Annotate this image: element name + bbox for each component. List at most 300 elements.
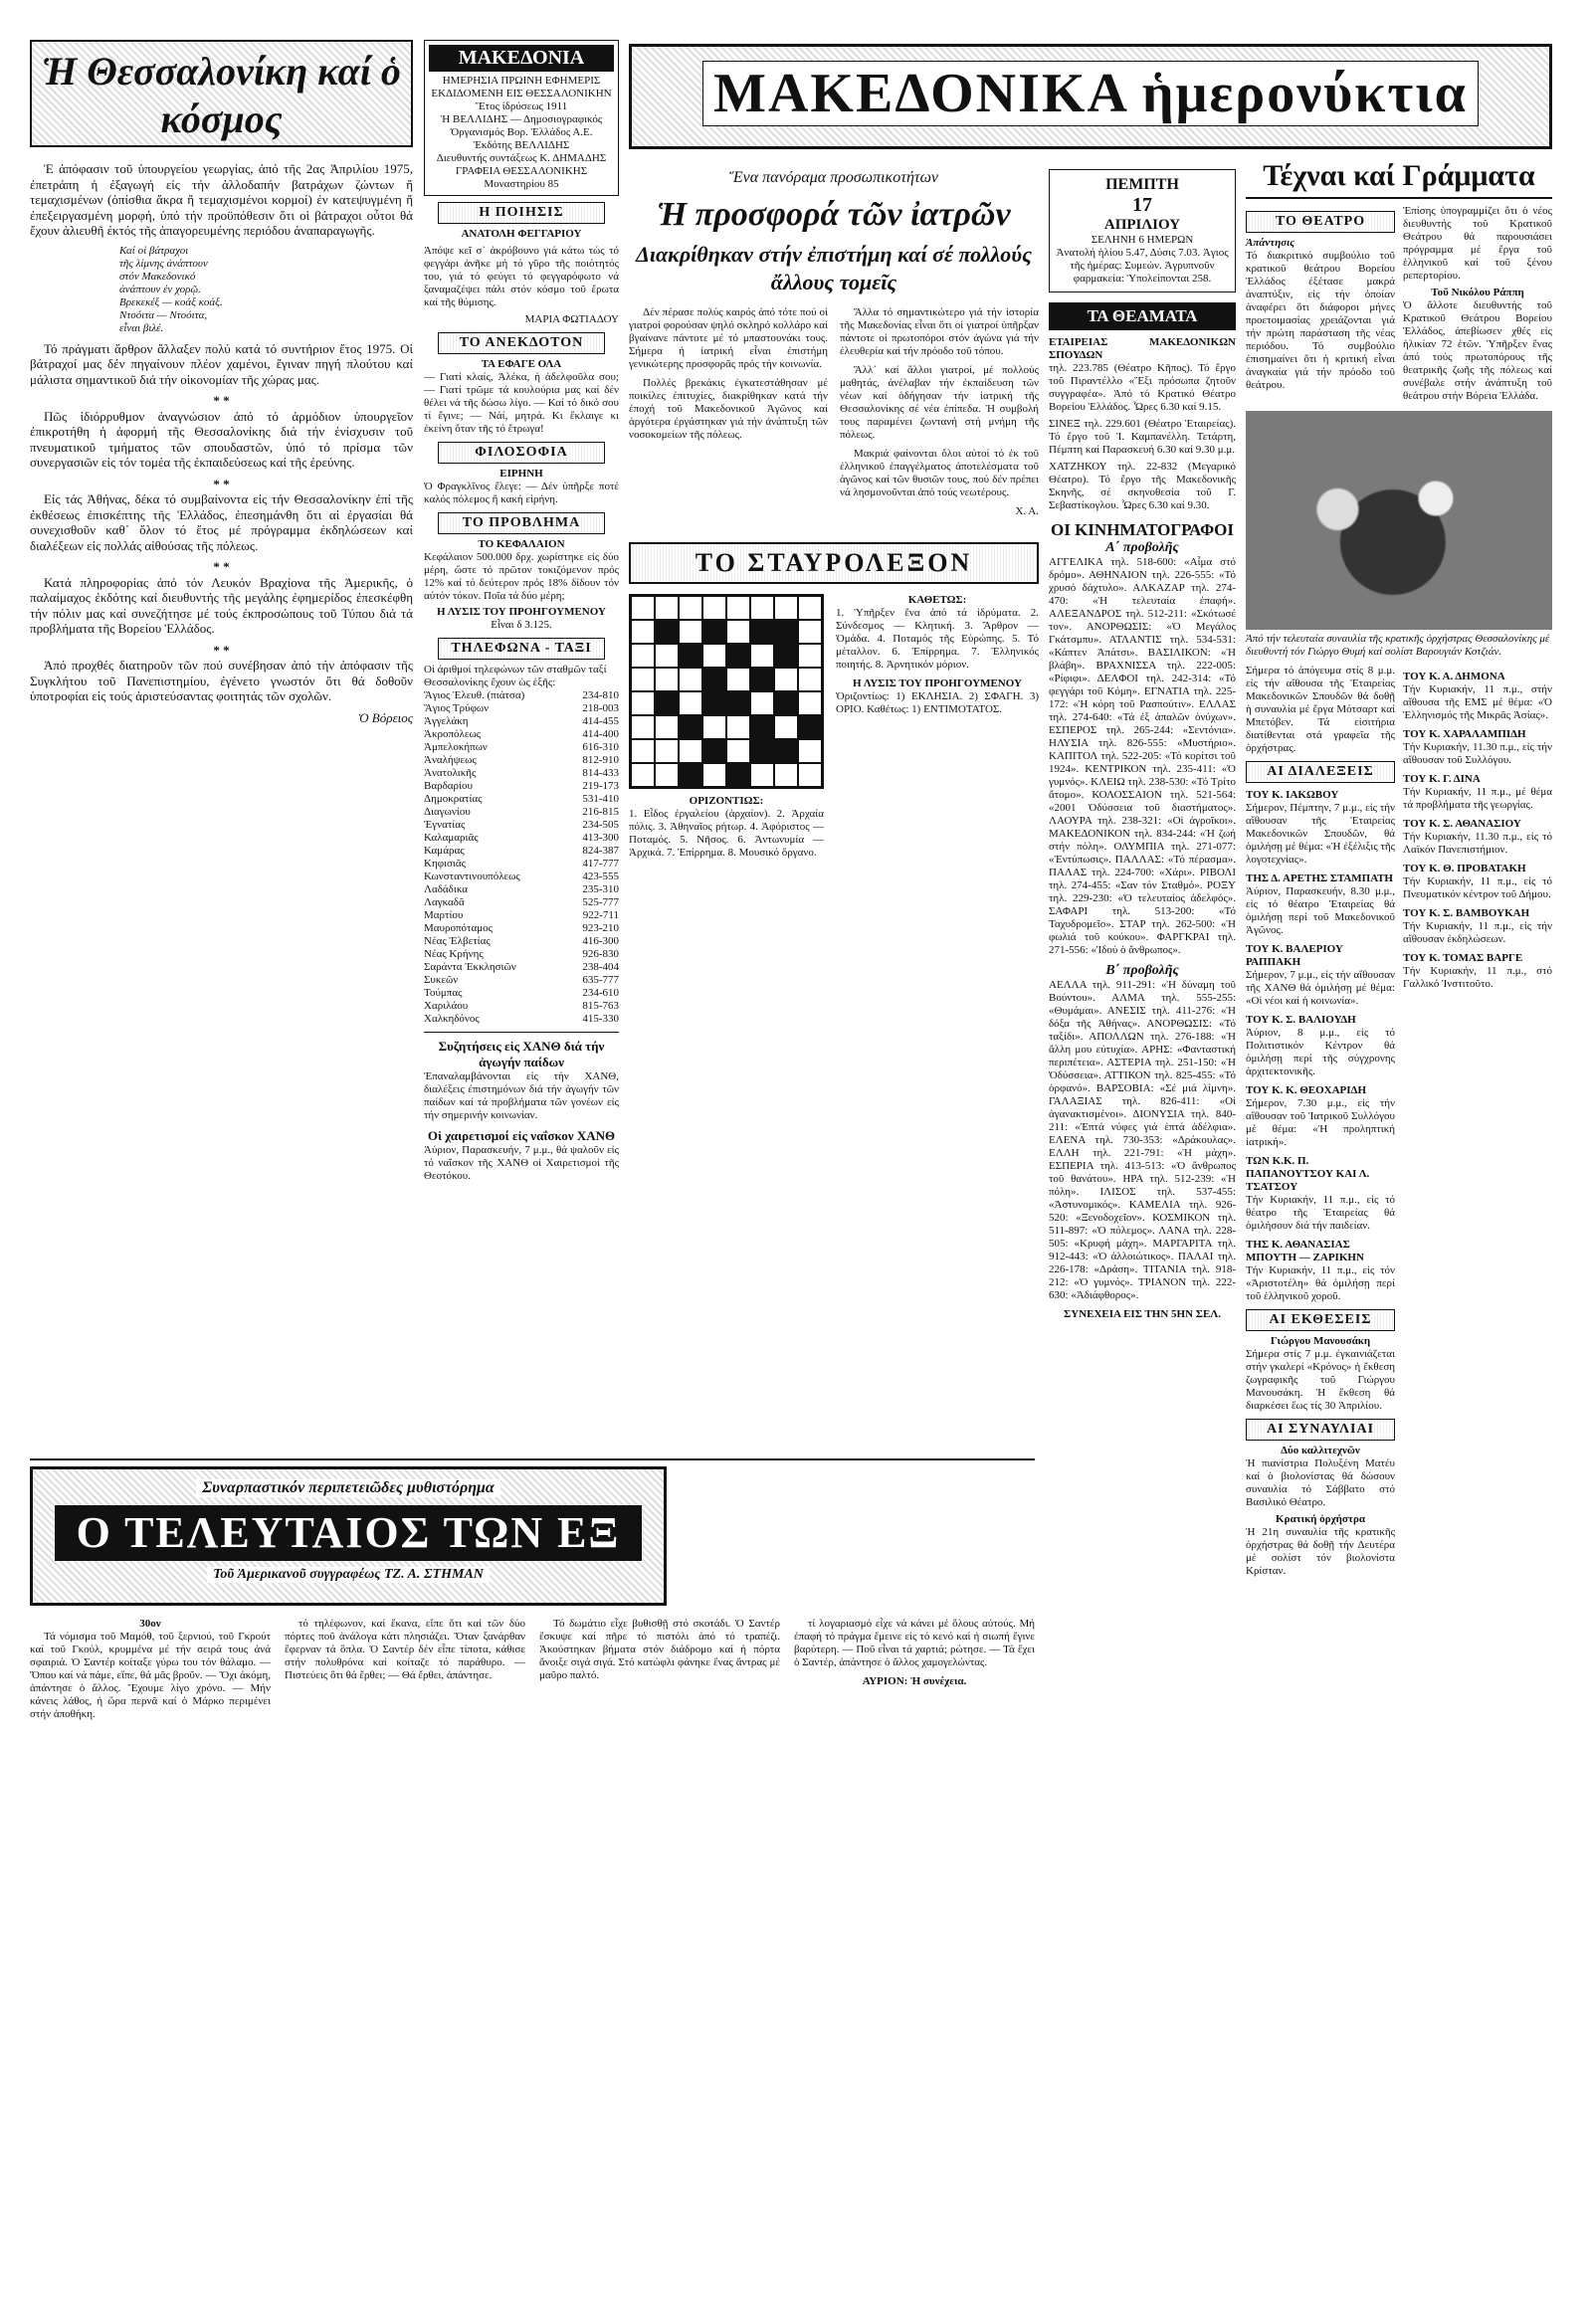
serial-byline: Τοῦ Ἀμερικανοῦ συγγραφέως ΤΖ. Α. ΣΤΗΜΑΝ xyxy=(207,1567,490,1583)
poem-line: εἶναι βιλέ. xyxy=(119,321,164,334)
sun-info: Ἀνατολή ἡλίου 5.47, Δύσις 7.03. Ἀγιος τῆς ἡμέρας: Συμεών. Ἀγρυπνοῦν φαρμακεία: Ὑπολείπονται 258. xyxy=(1056,247,1229,285)
station-name: Κηφισιᾶς xyxy=(424,858,467,870)
spectacles-label: ΤΑ ΘΕΑΜΑΤΑ xyxy=(1049,302,1236,330)
crossword-cell xyxy=(726,596,750,620)
paragraph: Τό πράγματι ἄρθρον ἄλλαξεν πολύ κατά τό συντήριον ἔτος 1975. Οἱ βάτραχοί μας δέν πηγαίνουν πλέον χαμένοι, ἔγιναν πηγή πλούτου καί μάλιστα σημαντικοῦ διά τήν οἰκονομίαν τῆς χώρας μας. xyxy=(30,340,413,387)
divider xyxy=(30,1458,1035,1460)
station-phone: 922-711 xyxy=(582,909,619,921)
station-name: Ἀγγελάκη xyxy=(424,715,469,727)
xano-title-2: Οἱ χαιρετισμοί εἰς ναΐσκον ΧΑΝΘ xyxy=(427,1128,616,1143)
lecture-title: ΤΟΥ Κ. ΤΟΜΑΣ ΒΑΡΓΕ xyxy=(1403,952,1523,964)
phone-row xyxy=(424,819,619,832)
station-name: Συκεῶν xyxy=(424,974,459,986)
obituary-title: Τοῦ Νικόλου Ράππη xyxy=(1431,287,1524,298)
station-name: Ἅγιος Τρύφων xyxy=(424,702,490,714)
crossword-cell xyxy=(631,691,655,715)
station-name: Χαριλάου xyxy=(424,1000,469,1012)
paragraph: τό τηλέφωνον, καί ἔκανα, εἴπε ὅτι καί τῶν δύο πόρτες ποῦ ἀνάλογα κάτι πλησιάζει. Ὅταν ξανάρθαν ἔφερναν τά ὅπλα. Ὁ Σαντέρ δέν εἶπε τίποτα, κάθισε στήν πολυθρόνα καί κοίταζε τό παράθυρο. — Πιστεύεις ὅτι θά ἔρθει; — Θά ἔρθει, ἀπάντησε. xyxy=(285,1618,525,1681)
separator-stars: * * xyxy=(213,559,230,574)
date-day: ΠΕΜΠΤΗ xyxy=(1105,176,1179,193)
theatre-listing: ΧΑΤΖΗΚΟΥ τηλ. 22-832 (Μεγαρικό Θέατρο). Τό ἔργο τῆς Μακεδονικῆς Σκηνῆς, σέ σκηνοθεσία τοῦ Γ. Σεβαστίκογλου. Ὧρες 6.30 καί 9.30. xyxy=(1049,461,1236,511)
crossword-grid xyxy=(629,594,824,789)
crossword-cell xyxy=(655,715,679,739)
paragraph: τί λογαριασμό εἶχε νά κάνει μέ ὅλους αὐτούς. Μή ἐπαφή τό πράγμα ἔμεινε εἰς τό κενό καί ἡ σιωπή ἔγινε βαρύτερη. — Ποῦ εἶναι τά χαρτιά; ρώτησε. — Τά ἔχει ὁ Σαντέρ, ἀπάντησε ὁ ἄλλος χαμογελώντας. xyxy=(794,1618,1035,1668)
station-name: Ἐγνατίας xyxy=(424,819,466,831)
station-phone: 423-555 xyxy=(582,871,619,882)
crossword-black-cell xyxy=(750,668,774,691)
station-name: Διαγωνίου xyxy=(424,806,471,818)
phone-row xyxy=(424,806,619,819)
station-phone: 414-400 xyxy=(582,728,619,740)
station-name: Χαλκηδόνος xyxy=(424,1013,480,1025)
crossword-cell xyxy=(798,668,822,691)
lecture-title: ΤΩΝ Κ.Κ. Π. ΠΑΠΑΝΟΥΤΣΟΥ ΚΑΙ Λ. ΤΣΑΤΣΟΥ xyxy=(1246,1155,1370,1193)
masthead-column xyxy=(424,40,619,1183)
crossword-cell xyxy=(679,691,702,715)
station-phone: 926-830 xyxy=(582,948,619,960)
station-phone: 812-910 xyxy=(582,754,619,766)
poem-line: τῆς λίμνης ἀνάπτουν xyxy=(119,257,208,270)
station-name: Νέας Κρήνης xyxy=(424,948,484,960)
first-run-list: ΑΓΓΕΛΙΚΑ τηλ. 518-600: «Αἷμα στό δρόμο». ΑΘΗΝΑΙΟΝ τηλ. 226-555: «Τό χρυσό δάχτυλο». ΑΛΚΑΖΑΡ τηλ. 274-470: «Ἡ τελευταία ἐπαφή». ΑΛΕΞΑΝΔΡΟΣ τηλ. 512-211: «Σκότωσέ τον». ΑΝΟΡΘΩΣΙΣ: «Ὁ Μεγάλος Γκάτσμπυ». ΑΤΛΑΝΤΙΣ τηλ. 534-531: «Κάπτεν Ἀπάτσι». ΒΑΣΙΛΙΚΟΝ: «Ἡ βλάβη». ΒΡΑΧΝΙΣΣΑ τηλ. 222-005: «Ρίφιφι». ΔΕΛΦΟΙ τηλ. 242-314: «Τό φεγγάρι τοῦ Κόμη». ΕΓΝΑΤΙΑ τηλ. 225-172: «Ἡ κόρη τοῦ Ρασπούτιν». ΕΛΛΑΣ τηλ. 274-640: «Τά ἐξ ἀπαλῶν ὀνύχων». ΕΣΠΕΡΟΣ τηλ. 265-244: «Σεντόνια». ΗΛΥΣΙΑ τηλ. 826-555: «Μυστήριο». ΚΑΠΙΤΟΛ τηλ. 522-205: «Τό κορίτσι τοῦ 1924». ΚΕΝΤΡΙΚΟΝ τηλ. 235-411: «Ὁ γυμνός». ΚΛΕΙΩ τηλ. 238-530: «Τό Τρίτο ἄτομο». ΚΟΛΟΣΣΑΙΟΝ τηλ. 521-564: «2001 Ὀδύσσεια τοῦ διαστήματος». ΛΑΟΥΡΑ τηλ. 238-321: «Οἱ ἀγροῖκοι». ΜΑΚΕΔΟΝΙΚΟΝ τηλ. 834-244: «Ἡ ζωή στήν πόλη». ΟΛΥΜΠΙΑ τηλ. 271-077: «Ἐντύπωσις». ΠΑΛΛΑΣ: «Τό πέρασμα». ΠΑΛΑΣ τηλ. 224-700: «Χάρι». ΡΙΒΟΛΙ τηλ. 274-455: «Σαν τόν Σταθμό». ΡΟΞΥ τηλ. 229-230: «Ὁ τελευταίος ἀδελφός». ΣΑΦΑΡΙ τηλ. 513-200: «Τό Ταχυδρομεῖο». ΣΤΑΡ τηλ. 262-500: «Ἡ φωλιά τοῦ κούκου». ΦΑΡΓΚΡΑΙ τηλ. 271-556: «Ἰδού ὁ ἄνθρωπος». xyxy=(1049,556,1236,956)
serial-banner xyxy=(30,1466,667,1606)
lectures-list xyxy=(1246,789,1395,1303)
crossword-cell xyxy=(726,715,750,739)
theatre-listing: ΣΙΝΕΞ τηλ. 229.601 (Θέατρο Ἑταιρείας). Τό ἔργο τοῦ Ἰ. Καμπανέλλη. Τετάρτη, Πέμπτη καί Παρασκευή 6.30 καί 9.30 μ.μ. xyxy=(1049,418,1236,456)
phone-row xyxy=(424,883,619,896)
exhibit-text: Σήμερα στίς 7 μ.μ. ἐγκαινιάζεται στήν γκαλερί «Κρόνος» ἡ ἔκθεση ζωγραφικῆς τοῦ Γιώργου Μανουσάκη. Ἡ ἔκθεση θά διαρκέσει ἕως τίς 30 Ἀπριλίου. xyxy=(1246,1348,1395,1412)
station-phone: 923-210 xyxy=(582,922,619,934)
crossword-black-cell xyxy=(774,739,798,763)
crossword-cell xyxy=(702,596,726,620)
anecdote-title: ΤΑ ΕΦΑΓΕ ΟΛΑ xyxy=(481,358,562,370)
station-phone: 218-003 xyxy=(582,702,619,714)
lecture-text: Τήν Κυριακήν, 11 π.μ., εἰς τήν αἴθουσαν ἐκδηλώσεων. xyxy=(1403,920,1552,945)
crossword-cell xyxy=(631,596,655,620)
newspaper-logo: ΜΑΚΕΔΟΝΙΑ xyxy=(429,45,614,72)
crossword-cell xyxy=(774,715,798,739)
arts-banner: Τέχναι καί Γράμματα xyxy=(1246,159,1552,199)
phone-row xyxy=(424,754,619,767)
crossword-cell xyxy=(774,668,798,691)
paragraph: Ἀπό προχθές διατηροῦν τῶν πού συνέβησαν ἀπό τήν ἀπόφασιν τῆς Συγκλήτου τοῦ Πανεπιστημίου, ἐγένετο γνωστόν ὅτι θά δοθοῦν ὑποτροφίαι εἰς τούς ἀριστεύσαντας φοιτητάς τῶν σχολῶν. xyxy=(30,658,413,703)
phone-row xyxy=(424,780,619,793)
serial-episode: 30ον xyxy=(139,1618,161,1630)
crossword-prev-label: Η ΛΥΣΙΣ ΤΟΥ ΠΡΟΗΓΟΥΜΕΝΟΥ xyxy=(853,678,1022,689)
paragraph: Μακριά φαίνονται ὅλοι αὐτοί τό ἐκ τοῦ ἐλληνικοῦ ἐπαγγέλματος ἀποτελέσματα τοῦ ἀγῶνος καί τῶν θυσιῶν τους, πού δέν πρέπει νά λησμονοῦνται ἀπό τούς νεωτέρους. xyxy=(840,448,1039,498)
station-name: Σαράντα Ἐκκλησιῶν xyxy=(424,961,516,973)
crossword-black-cell xyxy=(774,691,798,715)
article-pretitle: Ἕνα πανόραμα προσωπικοτήτων xyxy=(728,169,938,186)
main-banner xyxy=(629,44,1552,149)
first-run-label: Α΄ προβολῆς xyxy=(1105,540,1179,555)
crossword-black-cell xyxy=(750,715,774,739)
crossword-black-cell xyxy=(702,620,726,644)
signature: Ὁ Βόρειος xyxy=(357,709,413,725)
crossword-cell xyxy=(679,739,702,763)
crossword-black-cell xyxy=(798,715,822,739)
lecture-title: ΤΟΥ Κ. Κ. ΘΕΟΧΑΡΙΔΗ xyxy=(1246,1084,1367,1096)
paragraph: Ἄλλ᾽ καί ἄλλοι γιατροί, μέ πολλούς μαθητάς, ἀνέλαβαν τήν ἐκπαίδευση τῶν νέων καί ὁδήγησαν τήν ἰατρική τῆς Θεσσαλονίκης σέ νέα ἐπίπεδα. Ἡ συμβολή τους παραμένει ζωντανή στή μνήμη τῆς πόλεως. xyxy=(840,364,1039,441)
crossword-black-cell xyxy=(726,691,750,715)
crossword-down-clues: 1. Ὑπῆρξεν ἕνα ἀπό τά ἰδρύματα. 2. Σύνδεσμος — Κλητική. 3. Ἄρθρον — Ὁμάδα. 4. Ποταμός τῆς Εὐρώπης. 5. Τό μέταλλον. 6. Ἐπίρρημα. 7. Ἐλληνικός ποιητής. 8. Ἀρνητικόν μόριον. xyxy=(836,607,1039,671)
crossword-across-label: ΟΡΙΖΟΝΤΙΩΣ: xyxy=(689,795,764,807)
phones-intro: Οἱ ἀριθμοί τηλεφώνων τῶν σταθμῶν ταξί Θεσσαλονίκης ἔχουν ὡς ἑξῆς: xyxy=(424,664,607,688)
paragraph: Τό δωμάτιο εἶχε βυθισθῇ στό σκοτάδι. Ὁ Σαντέρ ἔσκυψε καί πῆρε τό πιστόλι ἀπό τό τραπέζι. Ἀκούστηκαν βήματα στόν διάδρομο καί ἡ πόρτα ἄνοιξε σιγά σιγά. Στό κατώφλι φάνηκε ἕνας ἄντρας μέ μαῦρο παλτό. xyxy=(539,1618,780,1681)
second-run-label: Β΄ προβολῆς xyxy=(1105,963,1179,978)
concert-text: Σήμερα τό ἀπόγευμα στίς 8 μ.μ. εἰς τήν αἴθουσα τῆς Ἑταιρείας Μακεδονικῶν Σπουδῶν θά δοθῇ ἡ συναυλία μέ ἔργα Μότσαρτ καί Μπετόβεν. Τά εἰσιτήρια διατίθενται στά γραφεῖα τῆς ὀρχήστρας. xyxy=(1246,665,1395,754)
station-name: Δημοκρατίας xyxy=(424,793,483,805)
date-number: 17 xyxy=(1132,194,1152,216)
problem-text: Κεφάλαιον 500.000 δρχ. χωρίστηκε εἰς δύο μέρη, ὥστε τό πρῶτον τοκιζόμενον πρός 12% καί τό δεύτερον πρός 18% δίδουν τόν αὐτόν τόκον. Ποῖα τά δύο μέρη; xyxy=(424,551,619,602)
crossword-cell xyxy=(726,620,750,644)
crossword-cell xyxy=(750,644,774,668)
serial-col xyxy=(794,1618,1035,1727)
crossword-cell xyxy=(655,596,679,620)
crossword-down-label: ΚΑΘΕΤΩΣ: xyxy=(907,594,967,606)
paragraph: Πολλές βρεκάκις ἐγκατεστάθησαν μέ ποικίλες ἐπιτυχίες, διακρίθηκαν κατά τήν ἐποχή τοῦ Μακεδονικοῦ Ἀγῶνος καί ἀργότερα ἐργάστηκαν γιά τήν ἀνάπτυξη τῶν νοσοκομείων τῆς πόλεως. xyxy=(629,377,828,441)
crossword-cell xyxy=(798,644,822,668)
crossword-black-cell xyxy=(702,668,726,691)
station-phone: 616-310 xyxy=(582,741,619,753)
phone-row xyxy=(424,702,619,715)
main-banner-title: ΜΑΚΕΔΟΝΙΚΑ ἡμερονύκτια xyxy=(702,61,1479,126)
crossword-cell xyxy=(631,763,655,787)
lecture-title: ΤΟΥ Κ. Α. ΔΗΜΟΝΑ xyxy=(1403,671,1505,682)
crossword-black-cell xyxy=(774,644,798,668)
lecture-title: ΤΗΣ Κ. ΑΘΑΝΑΣΙΑΣ ΜΠΟΥΤΗ — ΖΑΡΙΚΗΝ xyxy=(1246,1239,1364,1263)
crossword-black-cell xyxy=(679,763,702,787)
paragraph: Εἰς τάς Ἀθήνας, δέκα τό συμβαίνοντα εἰς τήν Θεσσαλονίκην ἐπί τῆς ἐκθέσεως ἐπισκέπτης τῆς Ἑλλάδος, ἐπεσημάνθη ὅτι αἱ ἐργασίαι θά συνεχισθοῦν καθ᾽ ὅλον τό ἔτος μέ πρόγραμμα ἐκδηλώσεων καί διαλέξεων εἰς πολλάς αἰθούσας τῆς πόλεως. xyxy=(30,491,413,553)
crossword-black-cell xyxy=(702,739,726,763)
phone-row xyxy=(424,793,619,806)
crossword-cell xyxy=(798,763,822,787)
taxi-phone-table xyxy=(424,689,619,1026)
poem-line: Καί οἱ βάτραχοι xyxy=(119,244,189,257)
paragraph: Ἄλλα τό σημαντικώτερο γιά τήν ἱστορία τῆς Μακεδονίας εἶναι ὅτι οἱ γιατροί ὑπῆρξαν πάντοτε οἱ πρωτοπόροι στόν ἀγώνα γιά τήν ἐλευθερία καί τήν πρόοδο τοῦ τόπου. xyxy=(840,306,1039,357)
poem-line: Βρεκεκέξ — κοάξ κοάξ. xyxy=(119,295,223,308)
anecdote-text: — Γιατί κλαίς, Ἀλέκα, ἡ ἀδελφοῦλα σου; — Γιατί τρῶμε τά κουλούρια μας καί δέν θέλει νά τῆς δώσω λίγο. — Καί τό δικό σου τί ἔγινε; — Νάί, μητρά. Κι ἔκλαιγε κι ἐκείνη ὅταν τῆς τό ἔτρωγα! xyxy=(424,371,619,435)
philosophy-title: ΕΙΡΗΝΗ xyxy=(499,468,543,480)
crossword-cell xyxy=(679,620,702,644)
poetry-signature: ΜΑΡΙΑ ΦΩΤΙΑΔΟΥ xyxy=(524,313,619,325)
phone-row xyxy=(424,689,619,702)
station-name: Ἀκροπόλεως xyxy=(424,728,482,740)
paragraph: Κατά πληροφορίας ἀπό τόν Λευκόν Βραχίονα τῆς Ἀμερικῆς, ὁ παλαίμαχος ἐκδότης καί διευθυντής τῆς μεγάλης ἐφημερίδος ἐπεσκέφθη τήν πόλιν μας καί συνεζήτησε μέ τούς ἐκπροσώπους τοῦ Τύπου διά τά προβλήματα τῆς Βορείου Ἑλλάδος. xyxy=(30,574,413,636)
station-phone: 415-330 xyxy=(582,1013,619,1025)
concert-title: Δύο καλλιτεχνῶν xyxy=(1281,1445,1360,1456)
crossword-cell xyxy=(750,691,774,715)
crossword-cell xyxy=(726,668,750,691)
lectures-list xyxy=(1403,665,1552,1578)
paragraph: Δέν πέρασε πολύς καιρός ἀπό τότε πού οἱ γιατροί φορούσαν ψηλό σκληρό κολλάρο καί βγαίνανε πάντοτε μέ τό μπαστουνάκι τους. Σήμερα ἡ ἰατρική εἶναι ἐπιστήμη γενικώτερης προσφορᾶς πρός τήν κοινωνία. xyxy=(629,306,828,370)
crossword-black-cell xyxy=(774,620,798,644)
lecture-text: Τήν Κυριακήν, 11.30 π.μ., εἰς τό Λαϊκόν Πανεπιστήμιον. xyxy=(1403,831,1552,856)
phone-row xyxy=(424,845,619,858)
article-subhead: Διακρίθηκαν στήν ἐπιστήμη καί σέ πολλούς ἄλλους τομεῖς xyxy=(636,242,1032,294)
station-phone: 525-777 xyxy=(582,896,619,908)
phone-row xyxy=(424,832,619,845)
arts-column xyxy=(1246,159,1552,1578)
phone-row xyxy=(424,987,619,1000)
phone-row xyxy=(424,961,619,974)
crossword-cell xyxy=(702,763,726,787)
theatre-text-2: Ἐπίσης ὑπογραμμίζει ὅτι ὁ νέος διευθυντής τοῦ Κρατικοῦ Θεάτρου θά παρουσιάσει πρόγραμμα μέ ἔργα τοῦ ἑλληνικοῦ καί τοῦ ξένου ρεπερτορίου. xyxy=(1403,205,1552,282)
section-title: Ἡ Θεσσαλονίκη καί ὁ κόσμος xyxy=(42,49,401,141)
station-phone: 414-455 xyxy=(582,715,619,727)
crossword-cell xyxy=(774,763,798,787)
crossword-black-cell xyxy=(726,763,750,787)
lecture-text: Τήν Κυριακήν, 11 π.μ., μέ θέμα τά προβλήματα τῆς γεωργίας. xyxy=(1403,786,1552,811)
station-phone: 234-505 xyxy=(582,819,619,831)
serial-next: ΑΥΡΙΟΝ: Ἡ συνέχεια. xyxy=(862,1675,967,1687)
phone-row xyxy=(424,728,619,741)
lecture-title: ΤΟΥ Κ. Σ. ΒΑΜΒΟΥΚΑΗ xyxy=(1403,907,1530,919)
lecture-title: ΤΗΣ Δ. ΑΡΕΤΗΣ ΣΤΑΜΠΑΤΗ xyxy=(1246,872,1393,884)
station-name: Καμάρας xyxy=(424,845,465,857)
station-name: Λαγκαδᾶ xyxy=(424,896,465,908)
crossword-cell xyxy=(655,644,679,668)
lecture-title: ΤΟΥ Κ. Θ. ΠΡΟΒΑΤΑΚΗ xyxy=(1403,863,1526,874)
article-col xyxy=(629,306,828,518)
crossword-across-clues: 1. Εἶδος ἐργαλείου (ἀρχαίον). 2. Ἀρχαία πόλις. 3. Ἀθηναῖος ρήτωρ. 4. Ἀφόριστος — Ποταμός. 5. Νῆσος. 6. Ἀντωνυμία — Ἀρχικά. 7. Ἐπίρρημα. 8. Μουσικό ὄργανο. xyxy=(629,808,824,859)
masthead-publisher: Ἐκδότης ΒΕΛΛΙΔΗΣ xyxy=(473,139,570,151)
masthead xyxy=(424,40,619,196)
crossword-cell xyxy=(750,763,774,787)
lectures-label: ΑΙ ΔΙΑΛΕΞΕΙΣ xyxy=(1246,761,1395,783)
concert-photo xyxy=(1246,411,1552,630)
lecture-title: ΤΟΥ Κ. ΧΑΡΑΛΑΜΠΙΔΗ xyxy=(1403,728,1526,740)
station-name: Τούμπας xyxy=(424,987,463,999)
theatre-label: ΤΟ ΘΕΑΤΡΟ xyxy=(1246,211,1395,233)
serial-block xyxy=(30,1452,1035,1727)
station-name: Ἀμπελοκήπων xyxy=(424,741,488,753)
problem-title: ΤΟ ΚΕΦΑΛΑΙΟΝ xyxy=(478,538,565,550)
separator-stars: * * xyxy=(213,476,230,491)
lecture-text: Σήμερον, 7 μ.μ., εἰς τήν αἴθουσαν τῆς ΧΑΝΘ θά ὁμιλήσῃ μέ θέμα: «Οἱ νέοι καί ἡ κοινωνία». xyxy=(1246,969,1395,1007)
phone-row xyxy=(424,935,619,948)
masthead-founded: Ἔτος ἱδρύσεως 1911 xyxy=(475,100,568,112)
crossword-cell xyxy=(655,668,679,691)
station-phone: 234-610 xyxy=(582,987,619,999)
station-name: Μαυροπόταμος xyxy=(424,922,493,934)
photo-caption: Ἀπό τήν τελευταία συναυλία τῆς κρατικῆς ὀρχήστρας Θεσσαλονίκης μέ διευθυντή τόν Γιώργο Θυμή καί σολίστ Βαρουγιάν Κοτζιάν. xyxy=(1246,633,1550,658)
obituary-text: Ὁ ἄλλοτε διευθυντής τοῦ Κρατικοῦ Θεάτρου Βορείου Ἑλλάδος, ἀπεβίωσεν χθές εἰς ἡλικίαν 72 ἐτῶν. Ὑπῆρξεν ἕνας ἀπό τούς πρωτοπόρους τῆς θεατρικῆς ζωῆς τῆς πόλεως καί συνέβαλε στήν ἀνάπτυξη τοῦ θεάτρου στήν Βόρεια Ἑλλάδα. xyxy=(1403,299,1552,402)
station-name: Μαρτίου xyxy=(424,909,464,921)
xano-title: Συζητήσεις εἰς ΧΑΝΘ διά τήν ἀγωγήν παίδων xyxy=(438,1039,605,1069)
phone-row xyxy=(424,1013,619,1026)
station-name: Ἀναλήψεως xyxy=(424,754,477,766)
poetry-title: ΑΝΑΤΟΛΗ ΦΕΓΓΑΡΙΟΥ xyxy=(461,228,582,240)
lecture-text: Τήν Κυριακήν, 11 π.μ., στό Γαλλικό Ἰνστιτοῦτο. xyxy=(1403,965,1552,990)
xano-text: Ἐπαναλαμβάνονται εἰς τήν ΧΑΝΘ, διαλέξεις ἐπιστημόνων διά τήν ἀγωγήν τῶν παίδων καί τά προβλήματα τῶν γονέων εἰς τήν σημερινήν κοινωνίαν. xyxy=(424,1070,619,1121)
crossword-cell xyxy=(631,620,655,644)
serial-kicker: Συναρπαστικόν περιπετειῶδες μυθιστόρημα xyxy=(196,1479,500,1497)
problem-prev-answer: Εἶναι δ 3.125. xyxy=(491,619,552,631)
divider xyxy=(424,1032,619,1033)
crossword-cell xyxy=(679,668,702,691)
phone-row xyxy=(424,715,619,728)
poem-line: στόν Μακεδονικό xyxy=(119,270,196,283)
station-phone: 635-777 xyxy=(582,974,619,986)
phone-row xyxy=(424,974,619,987)
lecture-text: Τήν Κυριακήν, 11.30 π.μ., εἰς τήν αἴθουσαν τοῦ Συλλόγου. xyxy=(1403,741,1552,766)
section-header xyxy=(30,40,413,147)
crossword-black-cell xyxy=(726,644,750,668)
problem-prev-label: Η ΛΥΣΙΣ ΤΟΥ ΠΡΟΗΓΟΥΜΕΝΟΥ xyxy=(437,606,606,618)
lecture-text: Ἀύριον, Παρασκευήν, 8.30 μ.μ., εἰς τό θέατρο Ἑταιρείας θά ὁμιλήσῃ περί τοῦ Μακεδονικοῦ Ἀγῶνος. xyxy=(1246,885,1395,936)
problem-label: ΤΟ ΠΡΟΒΛΗΜΑ xyxy=(438,512,606,534)
poetry-text: Ἀπόψε κεῖ σ᾽ ἀκρόβουνο γιά κάτω τώς τό φεγγάρι ἀνῆκε μή τό γῦρο τῆς ποιότητός του, γιά τό φεύγει τό φεγγαρόφωτο νά ξαναμαζέψει πάλι στόν κόσμο τοῦ ἔρωτα καί τῆς θύμισης. xyxy=(424,245,619,308)
article-headline: Ἡ προσφορά τῶν ἰατρῶν xyxy=(657,196,1011,233)
crossword-black-cell xyxy=(655,691,679,715)
poetry-label: Η ΠΟΙΗΣΙΣ xyxy=(438,202,606,224)
lecture-title: ΤΟΥ Κ. Γ. ΔΙΝΑ xyxy=(1403,773,1481,785)
lecture-text: Σήμερον, Πέμπτην, 7 μ.μ., εἰς τήν αἴθουσαν τῆς Ἑταιρείας Μακεδονικῶν Σπουδῶν, θά ὁμιλήσῃ μέ θέμα: «Ἡ ἐξέλιξις τῆς λογοτεχνίας». xyxy=(1246,802,1395,866)
crossword-black-cell xyxy=(679,715,702,739)
station-phone: 238-404 xyxy=(582,961,619,973)
lecture-title: ΤΟΥ Κ. ΒΑΛΕΡΙΟΥ ΡΑΠΠΑΚΗ xyxy=(1246,943,1343,968)
poem-line: Ντοόιτα — Ντοόιτα, xyxy=(119,308,208,321)
station-phone: 219-173 xyxy=(582,780,619,792)
crossword xyxy=(629,542,1039,860)
crossword-cell xyxy=(798,691,822,715)
crossword-prev-answer: Ὁριζοντίως: 1) ΕΚΛΗΣΙΑ. 2) ΣΦΑΓΗ. 3) ΟΡΙΟ. Καθέτως: 1) ΕΝΤΙΜΟΤΑΤΟΣ. xyxy=(836,690,1039,715)
lecture-text: Τήν Κυριακήν, 11 π.μ., εἰς τό Πνευματικόν κέντρον τοῦ Δήμου. xyxy=(1403,875,1552,900)
crossword-cell xyxy=(774,596,798,620)
philosophy-text: Ὁ Φραγκλῖνος ἔλεγε: — Δέν ὑπῆρξε ποτέ καλός πόλεμος ἤ κακή εἰρήνη. xyxy=(424,481,619,505)
theatre-text: Τό διακριτικό συμβούλιο τοῦ κρατικοῦ θεάτρου Βορείου Ἑλλάδος ἐξέτασε μακρά ἀναπτύξιν, εἰς τήν ὁποίαν ἀναφέρει ὅτι διάφοροι μήνες προετοιμασίας χρειάζονται γιά τήν πρώτη παράσταση τῆς νέας περιόδου. Τό συμβούλιο ἐπισημαίνει ὅτι ἡ κριτική εἶναι ἀναγκαία γιά τήν πρόοδο τοῦ θεάτρου. xyxy=(1246,250,1395,391)
theatre-text: τηλ. 223.785 (Θέατρο Κῆπος). Τό ἔργο τοῦ Πιραντέλλο «Ἕξι πρόσωπα ζητοῦν συγγραφέα». Ἀπό τό Κρατικό Θέατρο Βορείου Ἑλλάδος. Ὧρες 6.30 καί 9.15. xyxy=(1049,362,1236,413)
second-run-list: ΑΕΛΛΑ τηλ. 911-291: «Ἡ δύναμη τοῦ Βούντου». ΑΛΜΑ τηλ. 555-255: «Θυμάμαι». ΑΝΕΣΙΣ τηλ. 411-276: «Ἡ δόξα τῆς Ἀθήνας». ΑΝΟΡΘΩΣΙΣ: «Τό ταξίδι». ΑΠΟΛΛΩΝ τηλ. 276-188: «Ἡ ἄλλη μου εὐτυχία». ΑΡΗΣ: «Φανταστική περιπέτεια». ΑΣΤΕΡΙΑ τηλ. 251-150: «Ἡ Ὀδύσσεια». ΑΤΤΙΚΟΝ τηλ. 825-455: «Τό ὀρφανό». ΒΑΡΣΟΒΙΑ: «Σέ μιά λίμνη». ΓΑΛΑΞΙΑΣ τηλ. 826-411: «Οἱ ἀγανακτισμένοι». ΔΙΟΝΥΣΙΑ τηλ. 840-211: «Ἐπτά νύφες γιά ἑπτά ἀδέλφια». ΕΛΕΝΑ τηλ. 730-353: «Δράκουλας». ΕΛΛΗ τηλ. 221-791: «Ἡ μάχη». ΕΣΠΕΡΙΑ τηλ. 413-513: «Ὁ ἄνθρωπος τοῦ θανάτου». ΗΡΑ τηλ. 512-239: «Ἡ πόλη». ΙΛΙΣΟΣ τηλ. 537-455: «Ἀστυνομικός». ΚΑΜΕΛΙΑ τηλ. 926-520: «Ξενοδοχεῖον». ΚΟΣΜΙΚΟΝ τηλ. 511-897: «Ὁ πόλεμος». ΛΑΝΑ τηλ. 228-505: «Κρυφή μάχη». ΜΑΡΓΑΡΙΤΑ τηλ. 912-443: «Ὁ ἀλλοιώτικος». ΠΑΛΑΙ τηλ. 226-178: «Δράση». ΤΙΤΑΝΙΑ τηλ. 918-212: «Ὁ γυμνός». ΤΡΙΑΝΟΝ τηλ. 222-630: «Ἀδιάφθορος». xyxy=(1049,979,1236,1301)
signature: Χ. Α. xyxy=(1015,505,1039,517)
phone-row xyxy=(424,767,619,780)
crossword-cell xyxy=(655,763,679,787)
continued-note: ΣΥΝΕΧΕΙΑ ΕΙΣ ΤΗΝ 5ΗΝ ΣΕΛ. xyxy=(1064,1308,1221,1320)
paragraph: Ἐ ἀπόφασιν τοῦ ὑπουργείου γεωργίας, ἀπό τῆς 2ας Ἀπριλίου 1975, ἐπετράπη ἡ ἐξαγωγή εἰς τήν ἀλλοδαπήν βατράχων ζώντων ἤ τεμαχισμένων (ὀπίσθια ἄκρα ἤ τεμαχισμένοι κορμοί) ἐν κατεψυγμένη ἤ ἐπεξειργασμένη μορφή, ὑπό τήν προϋπόθεσιν ὅτι οἱ βάτραχοι οὗτοι θά ἔχουν ἀλιευθῆ ἐκτός τῆς ἀπαγορευμένης περιόδου ἀναπαραγωγῆς. xyxy=(30,161,413,238)
phone-row xyxy=(424,922,619,935)
cinemas-title: ΟΙ ΚΙΝΗΜΑΤΟΓΡΑΦΟΙ xyxy=(1050,520,1235,539)
station-name: Καλαμαριᾶς xyxy=(424,832,479,844)
lecture-text: Ἀύριον, 8 μ.μ., εἰς τό Πολιτιστικόν Κέντρον θά ὁμιλήσῃ περί τῆς σύγχρονης ἀρχιτεκτονικῆς. xyxy=(1246,1027,1395,1077)
spectacles-column xyxy=(1049,169,1236,1321)
concert-text: Ἡ 21η συναυλία τῆς κρατικῆς ὀρχήστρας θά δοθῇ τήν Δευτέρα μέ σολίστ τόν βιολονίστα Κρίσταν. xyxy=(1246,1526,1395,1577)
exhibits-label: ΑΙ ΕΚΘΕΣΕΙΣ xyxy=(1246,1309,1395,1331)
crossword-cell xyxy=(702,715,726,739)
station-phone: 235-310 xyxy=(582,883,619,895)
crossword-cell xyxy=(702,644,726,668)
station-phone: 234-810 xyxy=(582,689,619,701)
station-name: Ἀνατολικῆς xyxy=(424,767,477,779)
station-name: Κωνσταντινουπόλεως xyxy=(424,871,520,882)
anecdote-label: ΤΟ ΑΝΕΚΔΟΤΟΝ xyxy=(438,332,606,354)
lecture-title: ΤΟΥ Κ. Σ. ΒΑΛΙΟΥΔΗ xyxy=(1246,1014,1356,1026)
station-phone: 216-815 xyxy=(582,806,619,818)
serial-col xyxy=(539,1618,780,1727)
lecture-title: ΤΟΥ Κ. Σ. ΑΘΑΝΑΣΙΟΥ xyxy=(1403,818,1521,830)
left-column xyxy=(30,40,413,725)
phones-label: ΤΗΛΕΦΩΝΑ - ΤΑΞΙ xyxy=(438,638,606,660)
serial-col xyxy=(30,1618,271,1727)
newspaper-page xyxy=(30,40,1552,2308)
station-phone: 815-763 xyxy=(582,1000,619,1012)
masthead-tagline: ΗΜΕΡΗΣΙΑ ΠΡΩΙΝΗ ΕΦΗΜΕΡΙΣ ΕΚΔΙΔΟΜΕΝΗ ΕΙΣ ΘΕΣΣΑΛΟΝΙΚΗΝ xyxy=(431,75,612,99)
phone-row xyxy=(424,858,619,871)
station-name: Βαρδαρίου xyxy=(424,780,473,792)
concert-text: Ἡ πιανίστρια Πολυξένη Ματέυ καί ὁ βιολονίστας θά δώσουν συναυλία τό Σάββατο στό Βασιλικό Θέατρο. xyxy=(1246,1457,1395,1508)
masthead-owner: Ἡ ΒΕΛΛΙΔΗΣ — Δημοσιογραφικός Ὀργανισμός Βορ. Ἑλλάδος Α.Ε. xyxy=(440,113,603,138)
separator-stars: * * xyxy=(213,642,230,658)
serial-title: Ο ΤΕΛΕΥΤΑΙΟΣ ΤΩΝ ΕΞ xyxy=(55,1505,642,1561)
crossword-cell xyxy=(631,739,655,763)
station-name: Λαδάδικα xyxy=(424,883,469,895)
crossword-cell xyxy=(631,644,655,668)
crossword-cell xyxy=(798,620,822,644)
station-phone: 531-410 xyxy=(582,793,619,805)
exhibit-title: Γιώργου Μανουσάκη xyxy=(1270,1335,1371,1347)
station-phone: 413-300 xyxy=(582,832,619,844)
station-name: Νέας Ἐλβετίας xyxy=(424,935,491,947)
crossword-black-cell xyxy=(750,739,774,763)
lecture-text: Τήν Κυριακήν, 11 π.μ., στήν αἴθουσα τῆς ΕΜΣ μέ θέμα: «Ὁ Ἑλληνισμός τῆς Μικρᾶς Ἀσίας». xyxy=(1403,683,1552,721)
doctors-article xyxy=(629,169,1039,860)
crossword-black-cell xyxy=(655,620,679,644)
paragraph: Τά νόμισμα τοῦ Μαμόθ, τοῦ ξερνιού, τοῦ Γκρούτ καί τοῦ Γκούλ, κρυμμένα μέ τήν σειρά τους ἀνά σφαιριά. Ὁ Σαντέρ κοίταξε γύρω του τόν θάλαμο. — Ὅπου καί νά πάμε, εἴπε, θά μᾶς βροῦν. — Ὄχι ἀκόμη, ἀπάντησε ὁ ἄλλος. Ἔχουμε λίγο χρόνο. — Μήν κάνεις λάθος, ἡ ὥρα περνᾶ καί ὁ Μάρκο περιμένει στήν ἀποθήκη. xyxy=(30,1631,271,1720)
crossword-cell xyxy=(726,739,750,763)
station-phone: 416-300 xyxy=(582,935,619,947)
crossword-cell xyxy=(655,739,679,763)
station-name: Ἅγιος Ἐλευθ. (πιάτσα) xyxy=(424,689,525,701)
crossword-label: ΤΟ ΣΤΑΥΡΟΛΕΞΟΝ xyxy=(629,542,1039,584)
masthead-address: ΓΡΑΦΕΙΑ ΘΕΣΣΑΛΟΝΙΚΗΣ Μοναστηρίου 85 xyxy=(455,165,588,190)
article-col xyxy=(840,306,1039,518)
crossword-cell xyxy=(631,715,655,739)
crossword-black-cell xyxy=(750,620,774,644)
phone-row xyxy=(424,871,619,883)
crossword-cell xyxy=(750,596,774,620)
phone-row xyxy=(424,896,619,909)
date-month: ΑΠΡΙΛΙΟΥ xyxy=(1103,217,1181,233)
left-article xyxy=(30,161,413,725)
phone-row xyxy=(424,1000,619,1013)
concerts-label: ΑΙ ΣΥΝΑΥΛΙΑΙ xyxy=(1246,1419,1395,1441)
philosophy-label: ΦΙΛΟΣΟΦΙΑ xyxy=(438,442,606,464)
poem xyxy=(30,245,413,335)
crossword-cell xyxy=(631,668,655,691)
crossword-cell xyxy=(679,596,702,620)
crossword-cell xyxy=(798,739,822,763)
masthead-editor: Διευθυντής συντάξεως Κ. ΔΗΜΑΔΗΣ xyxy=(436,152,607,164)
lecture-text: Τήν Κυριακήν, 11 π.μ., εἰς τόν «Ἀριστοτέλη» θά ὁμιλήσῃ περί τοῦ ἑλληνικοῦ χοροῦ. xyxy=(1246,1264,1395,1302)
crossword-black-cell xyxy=(702,691,726,715)
xano-text-2: Ἀύριον, Παρασκευήν, 7 μ.μ., θά ψαλοῦν εἰς τό ναΐσκον τῆς ΧΑΝΘ οἱ Χαιρετισμοί τῆς Θεοτόκου. xyxy=(424,1144,619,1182)
date-box xyxy=(1049,169,1236,292)
phone-row xyxy=(424,741,619,754)
lecture-title: ΤΟΥ Κ. ΙΑΚΩΒΟΥ xyxy=(1246,789,1339,801)
theatre-heading: ΕΤΑΙΡΕΙΑΣ ΜΑΚΕΔΟΝΙΚΩΝ ΣΠΟΥΔΩΝ xyxy=(1049,336,1236,361)
crossword-black-cell xyxy=(679,644,702,668)
phone-row xyxy=(424,948,619,961)
lecture-text: Τήν Κυριακήν, 11 π.μ., εἰς τό θέατρο τῆς Ἑταιρείας θά ὁμιλήσουν διά τήν παιδείαν. xyxy=(1246,1194,1395,1232)
concert-title: Κρατική ὀρχήστρα xyxy=(1276,1513,1365,1525)
crossword-cell xyxy=(798,596,822,620)
station-phone: 814-433 xyxy=(582,767,619,779)
phone-row xyxy=(424,909,619,922)
serial-col xyxy=(285,1618,525,1727)
poem-line: ἀνάπτουν ἐν χορῷ. xyxy=(119,283,201,295)
separator-stars: * * xyxy=(213,393,230,408)
lecture-text: Σήμερον, 7.30 μ.μ., εἰς τήν αἴθουσαν τοῦ Ἰατρικοῦ Συλλόγου μέ θέμα: «Ἡ προληπτική ἰατρική». xyxy=(1246,1097,1395,1148)
